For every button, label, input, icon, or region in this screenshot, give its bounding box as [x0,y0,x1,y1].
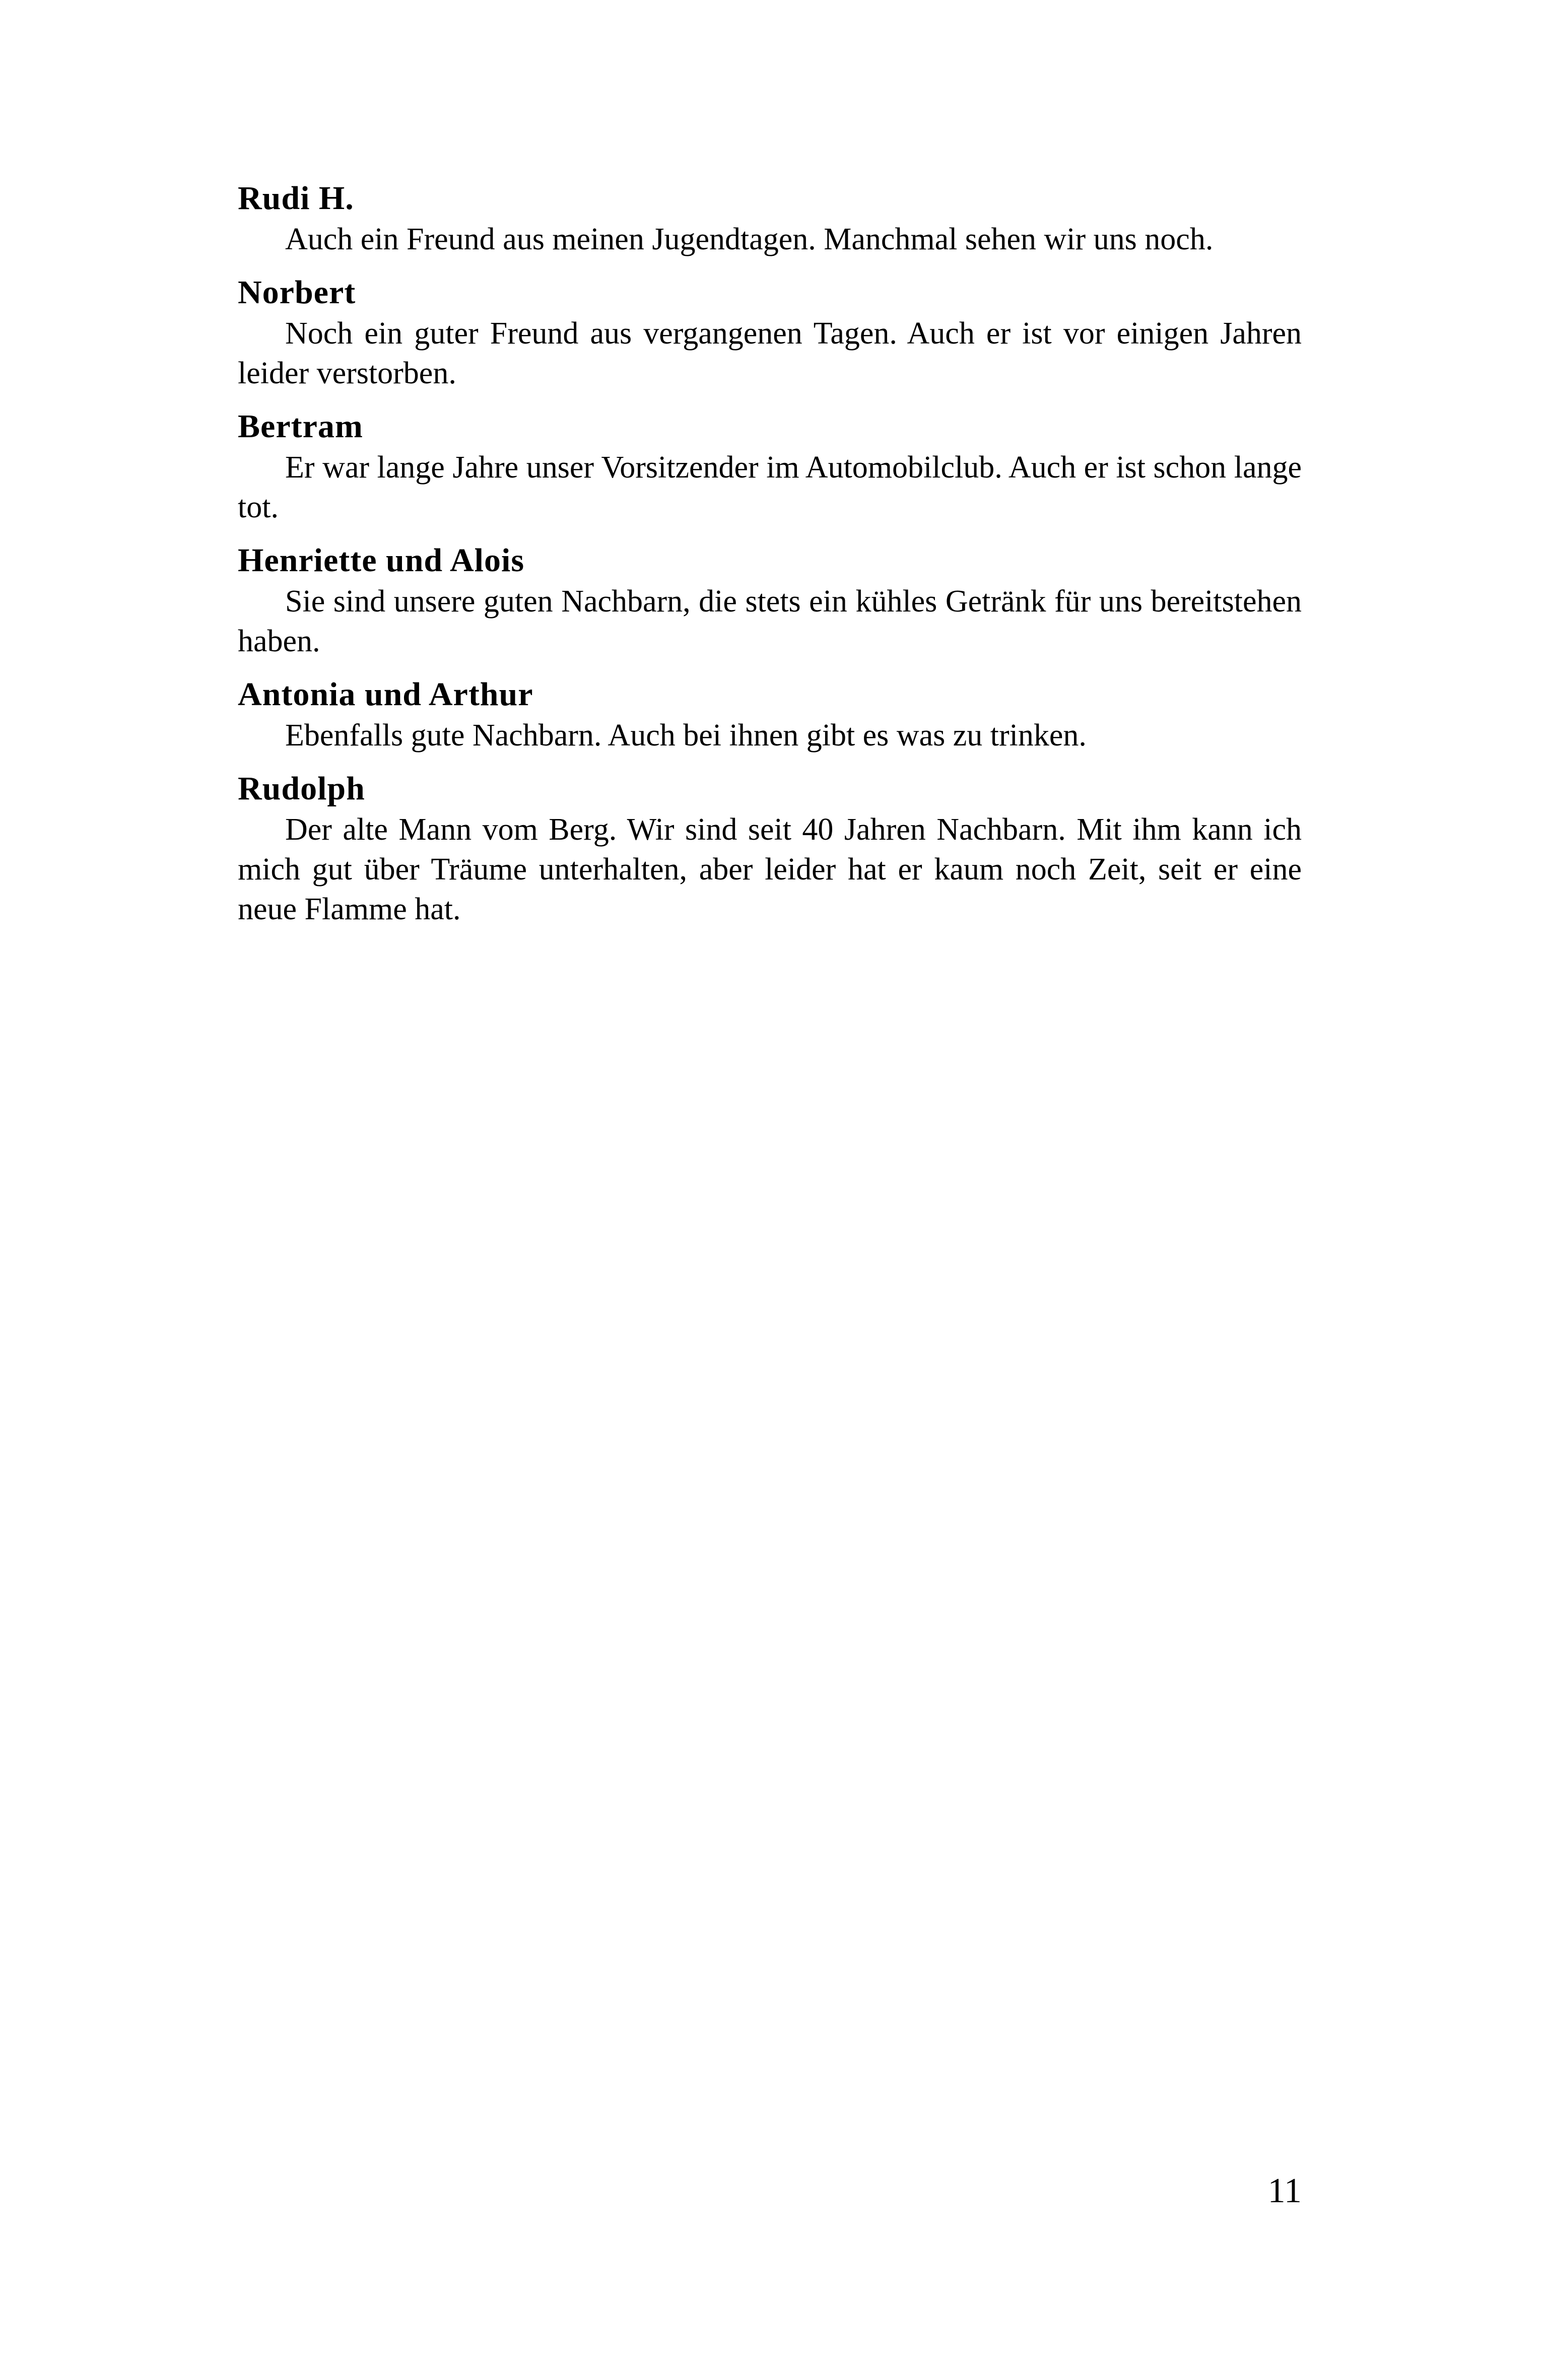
page-content [238,177,1302,941]
entry-text: Noch ein guter Freund aus vergangenen Tagen. Auch er ist vor einigen Jahren leider verstorben. [238,316,1302,390]
entry-name: Rudolph [238,770,365,807]
entry-text: Ebenfalls gute Nachbarn. Auch bei ihnen gibt es was zu trinken. [285,718,1087,753]
entry-name: Henriette und Alois [238,542,525,579]
entry-name: Rudi H. [238,180,354,217]
entry-antonia-und-arthur [238,673,1302,756]
entry-text: Er war lange Jahre unser Vorsitzender im Automobilclub. Auch er ist schon lange tot. [238,450,1302,524]
entry-rudi-h [238,177,1302,259]
entry-text: Der alte Mann vom Berg. Wir sind seit 40 Jahren Nachbarn. Mit ihm kann ich mich gut über Träume unterhalten, aber leider hat er kaum noch Zeit, seit er eine neue Flamme hat. [238,812,1302,926]
entry-name: Antonia und Arthur [238,676,533,713]
entry-henriette-und-alois [238,539,1302,661]
entry-name: Norbert [238,274,356,311]
entry-text: Sie sind unsere guten Nachbarn, die stets ein kühles Getränk für uns bereitstehen haben. [238,584,1302,658]
entry-rudolph [238,768,1302,929]
entry-norbert [238,271,1302,393]
entry-name: Bertram [238,408,363,445]
page-number: 11 [1267,2171,1302,2210]
entry-bertram [238,405,1302,527]
entry-text: Auch ein Freund aus meinen Jugendtagen. Manchmal sehen wir uns noch. [285,222,1214,256]
